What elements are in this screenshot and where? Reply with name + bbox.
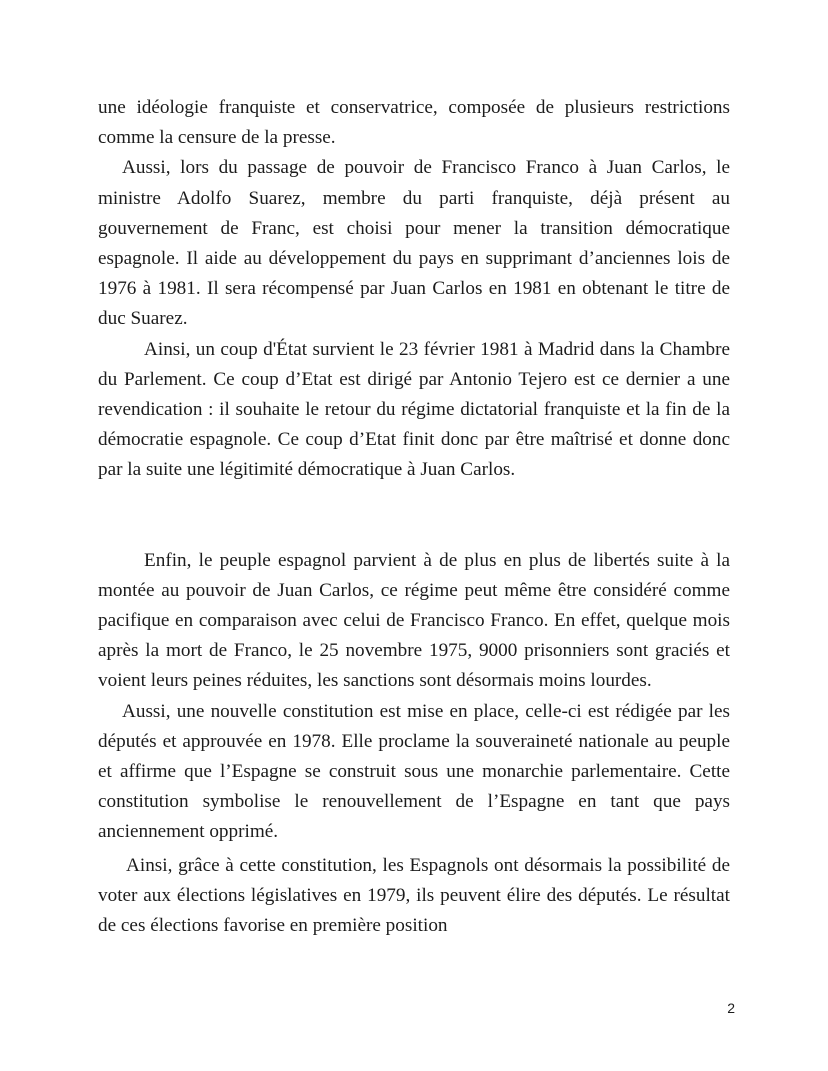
- paragraph-3: Ainsi, un coup d'État survient le 23 février 1981 à Madrid dans la Chambre du Parlement. Ce coup d’Etat est dirigé par Antonio Tejero est ce dernier a une revendication : il souhaite le retour du régime dictatorial franquiste et la fin de la démocratie espagnole. Ce coup d’Etat finit donc par être maîtrisé et donne donc par la suite une légitimité démocratique à Juan Carlos.: [98, 338, 730, 481]
- page-number: 2: [727, 1000, 735, 1016]
- paragraph-2: Aussi, lors du passage de pouvoir de Francisco Franco à Juan Carlos, le ministre Adolfo Suarez, membre du parti franquiste, déjà présent au gouvernement de Franc, est choisi pour mener la transition démocratique espagnole. Il aide au développement du pays en supprimant d’anciennes lois de 1976 à 1981. Il sera récompensé par Juan Carlos en 1981 en obtenant le titre de duc Suarez.: [98, 157, 730, 330]
- body-text: [98, 93, 730, 941]
- paragraph-5: Aussi, une nouvelle constitution est mise en place, celle-ci est rédigée par les députés et approuvée en 1978. Elle proclame la souveraineté nationale au peuple et affirme que l’Espagne se construit sous une monarchie parlementaire. Cette constitution symbolise le renouvellement de l’Espagne en tant que pays anciennement opprimé.: [98, 700, 730, 843]
- paragraph-4: Enfin, le peuple espagnol parvient à de plus en plus de libertés suite à la montée au pouvoir de Juan Carlos, ce régime peut même être considéré comme pacifique en comparaison avec celui de Francisco Franco. En effet, quelque mois après la mort de Franco, le 25 novembre 1975, 9000 prisonniers sont graciés et voient leurs peines réduites, les sanctions sont désormais moins lourdes.: [98, 549, 730, 692]
- paragraph-1: une idéologie franquiste et conservatrice, composée de plusieurs restrictions comme la censure de la presse.: [98, 97, 730, 149]
- paragraph-6: Ainsi, grâce à cette constitution, les Espagnols ont désormais la possibilité de voter aux élections législatives en 1979, ils peuvent élire des députés. Le résultat de ces élections favorise en première position: [98, 854, 730, 937]
